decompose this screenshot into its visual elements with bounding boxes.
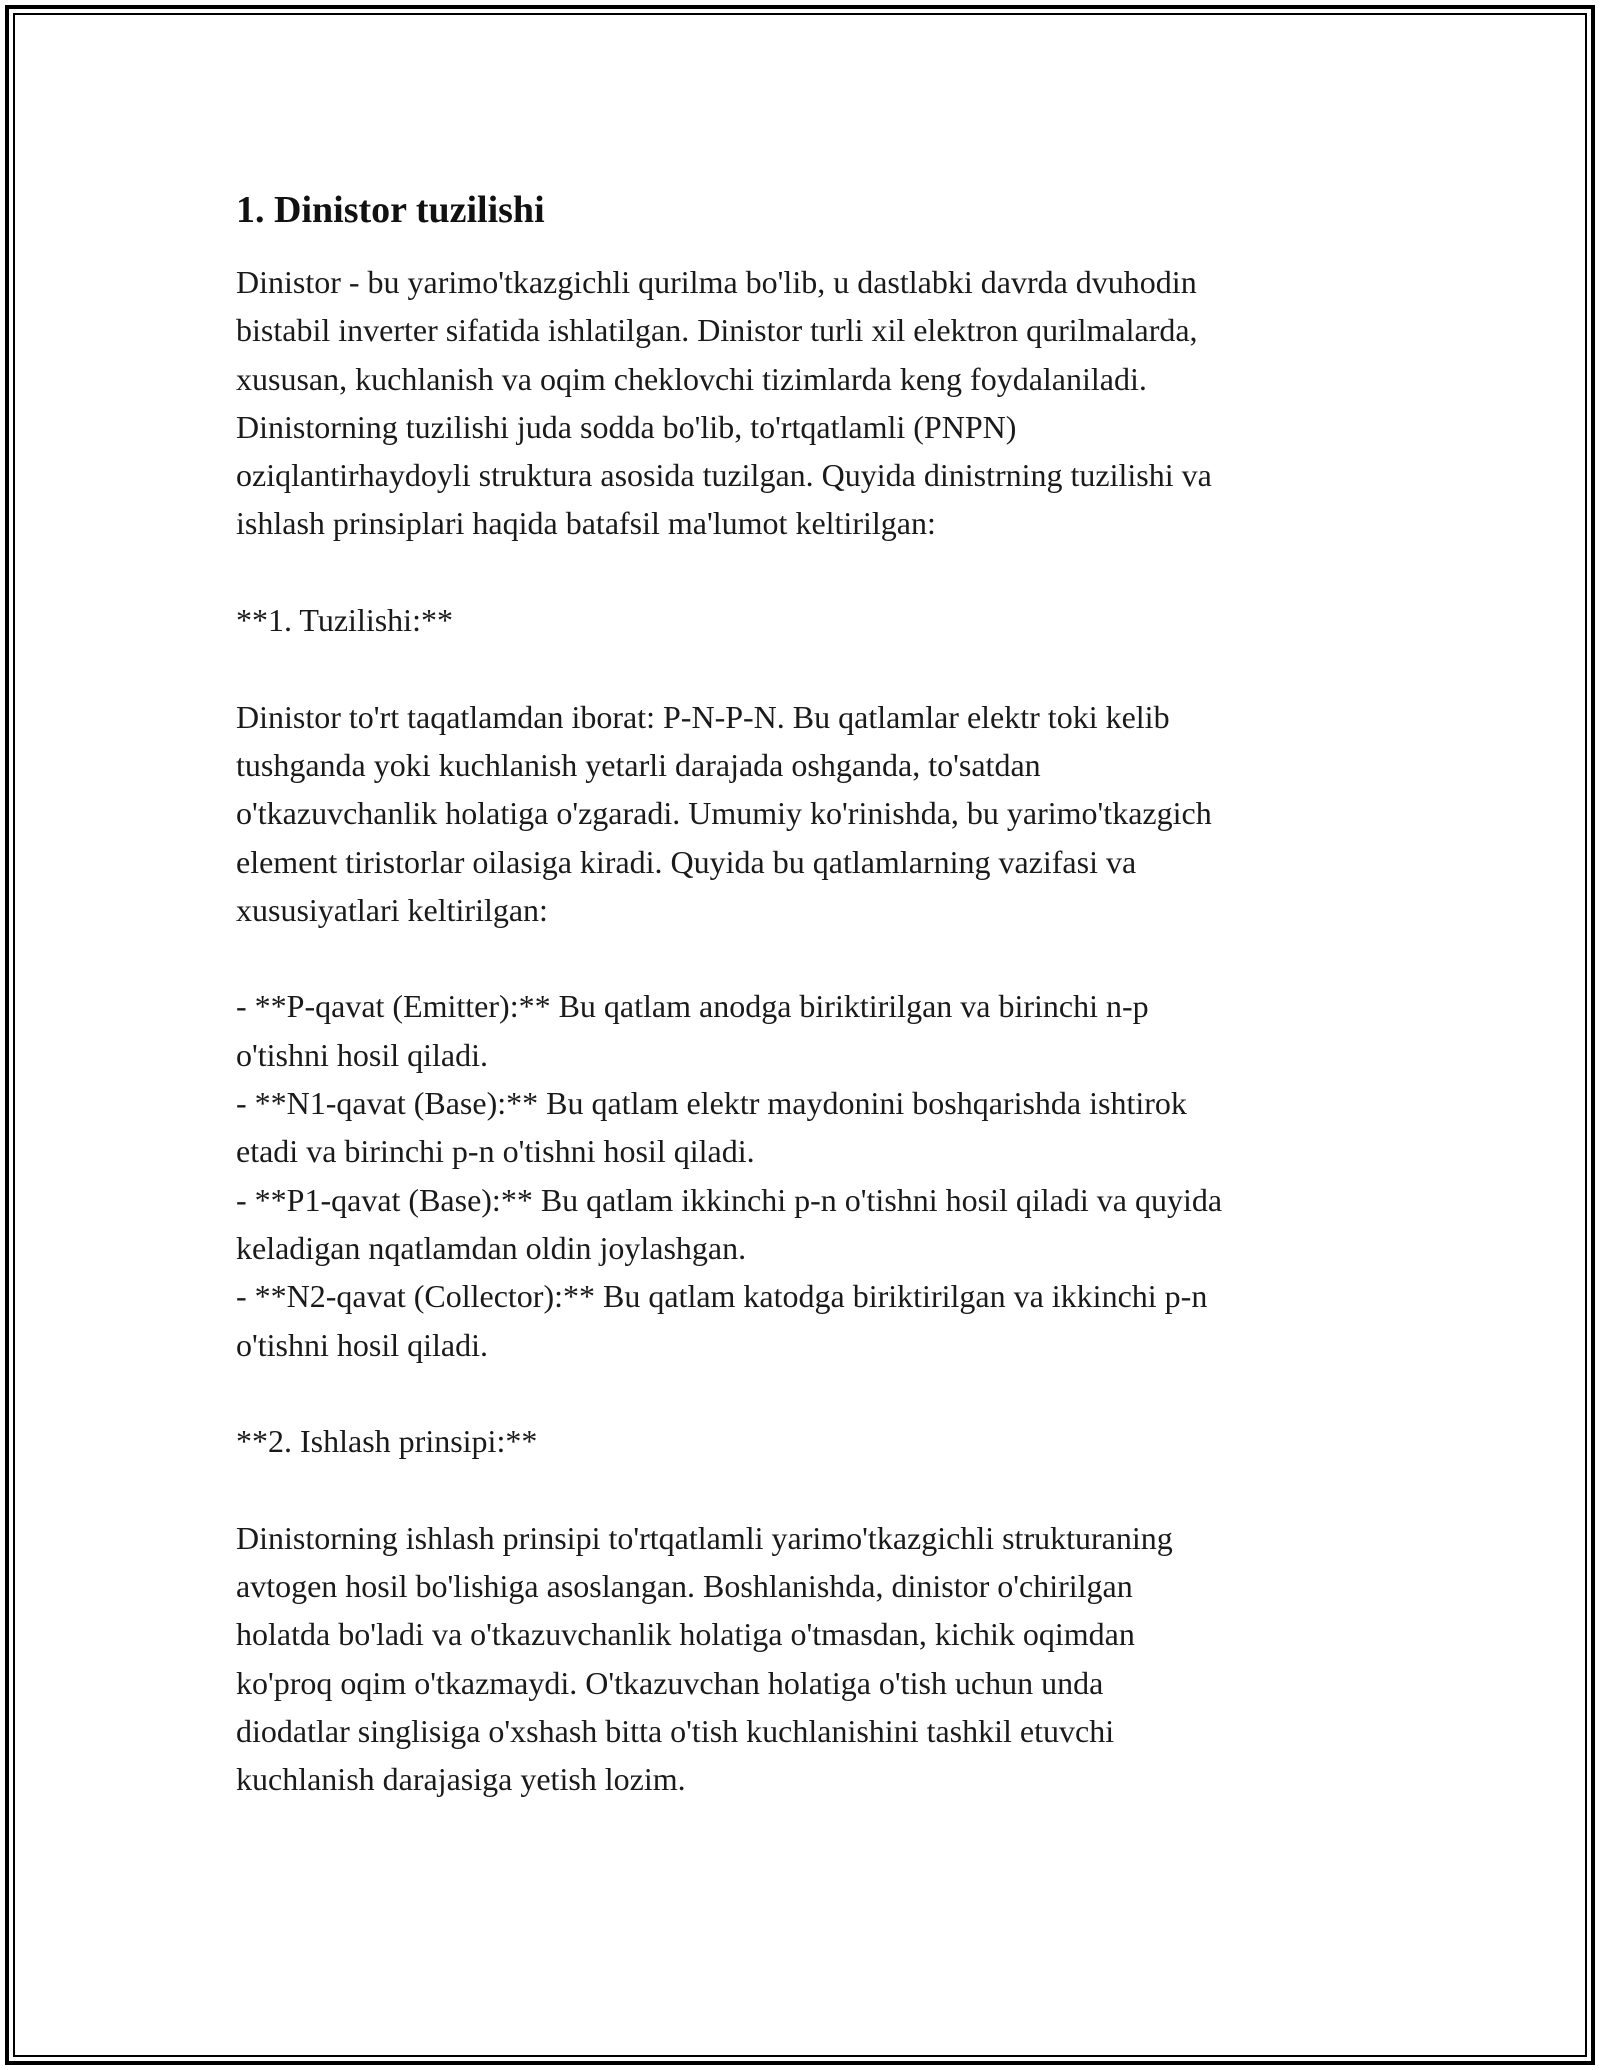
blank-line — [236, 1465, 1376, 1513]
layer-list — [236, 982, 1376, 1368]
document-title: 1. Dinistor tuzilishi — [236, 189, 545, 231]
text-line: Dinistor - bu yarimo'tkazgichli qurilma bo'lib, u dastlabki davrda dvuhodin — [236, 264, 1197, 300]
list-item-line: - **P-qavat (Emitter):** Bu qatlam anodga biriktirilgan va birinchi n-p — [236, 988, 1149, 1025]
list-item-line: - **P1-qavat (Base):** Bu qatlam ikkinchi p-n o'tishni hosil qiladi va quyida — [236, 1181, 1223, 1218]
text-line: oziqlantirhaydoyli struktura asosida tuzilgan. Quyida dinistrning tuzilishi va — [236, 457, 1212, 494]
text-line: xususan, kuchlanish va oqim cheklovchi tizimlarda keng foydalaniladi. — [236, 360, 1147, 397]
list-item-line: - **N2-qavat (Collector):** Bu qatlam katodga biriktirilgan va ikkinchi p-n — [236, 1278, 1208, 1315]
document-body — [236, 186, 1376, 1804]
list-item-line: o'tishni hosil qiladi. — [236, 1036, 488, 1073]
text-line: ishlash prinsiplari haqida batafsil ma'lumot keltirilgan: — [236, 505, 936, 542]
section-2-paragraph — [236, 1514, 1376, 1804]
text-line: Dinistor to'rt taqatlamdan iborat: P-N-P-N. Bu qatlamlar elektr toki kelib — [236, 698, 1170, 735]
section-1-paragraph — [236, 693, 1376, 934]
text-line: avtogen hosil bo'lishiga asoslangan. Boshlanishda, dinistor o'chirilgan — [236, 1568, 1133, 1605]
list-item-line: - **N1-qavat (Base):** Bu qatlam elektr maydonini boshqarishda ishtirok — [236, 1085, 1187, 1122]
text-line: Dinistorning ishlash prinsipi to'rtqatlamli yarimo'tkazgichli strukturaning — [236, 1519, 1173, 1556]
text-line: element tiristorlar oilasiga kiradi. Quyida bu qatlamlarning vazifasi va — [236, 843, 1137, 880]
text-line: diodatlar singlisiga o'xshash bitta o'tish kuchlanishini tashkil etuvchi — [236, 1712, 1115, 1749]
text-line: kuchlanish darajasiga yetish lozim. — [236, 1761, 686, 1798]
section-1-heading: **1. Tuzilishi:** — [236, 602, 453, 639]
list-item-line: keladigan nqatlamdan oldin joylashgan. — [236, 1229, 747, 1266]
blank-line — [236, 1369, 1376, 1417]
text-line: o'tkazuvchanlik holatiga o'zgaradi. Umumiy ko'rinishda, bu yarimo'tkazgich — [236, 795, 1212, 832]
blank-line — [236, 548, 1376, 596]
text-line: tushganda yoki kuchlanish yetarli darajada oshganda, to'satdan — [236, 746, 1041, 783]
blank-line — [236, 934, 1376, 982]
section-2-heading: **2. Ishlash prinsipi:** — [236, 1423, 538, 1460]
list-item-line: o'tishni hosil qiladi. — [236, 1326, 488, 1363]
text-line: holatda bo'ladi va o'tkazuvchanlik holatiga o'tmasdan, kichik oqimdan — [236, 1616, 1135, 1653]
text-line: bistabil inverter sifatida ishlatilgan. Dinistor turli xil elektron qurilmalarda, — [236, 312, 1198, 349]
text-line: xususiyatlari keltirilgan: — [236, 891, 548, 928]
list-item-line: etadi va birinchi p-n o'tishni hosil qiladi. — [236, 1133, 755, 1170]
blank-line — [236, 644, 1376, 692]
text-line: ko'proq oqim o'tkazmaydi. O'tkazuvchan holatiga o'tish uchun unda — [236, 1664, 1104, 1701]
intro-paragraph — [236, 258, 1376, 548]
text-line: Dinistorning tuzilishi juda sodda bo'lib, to'rtqatlamli (PNPN) — [236, 408, 1017, 445]
